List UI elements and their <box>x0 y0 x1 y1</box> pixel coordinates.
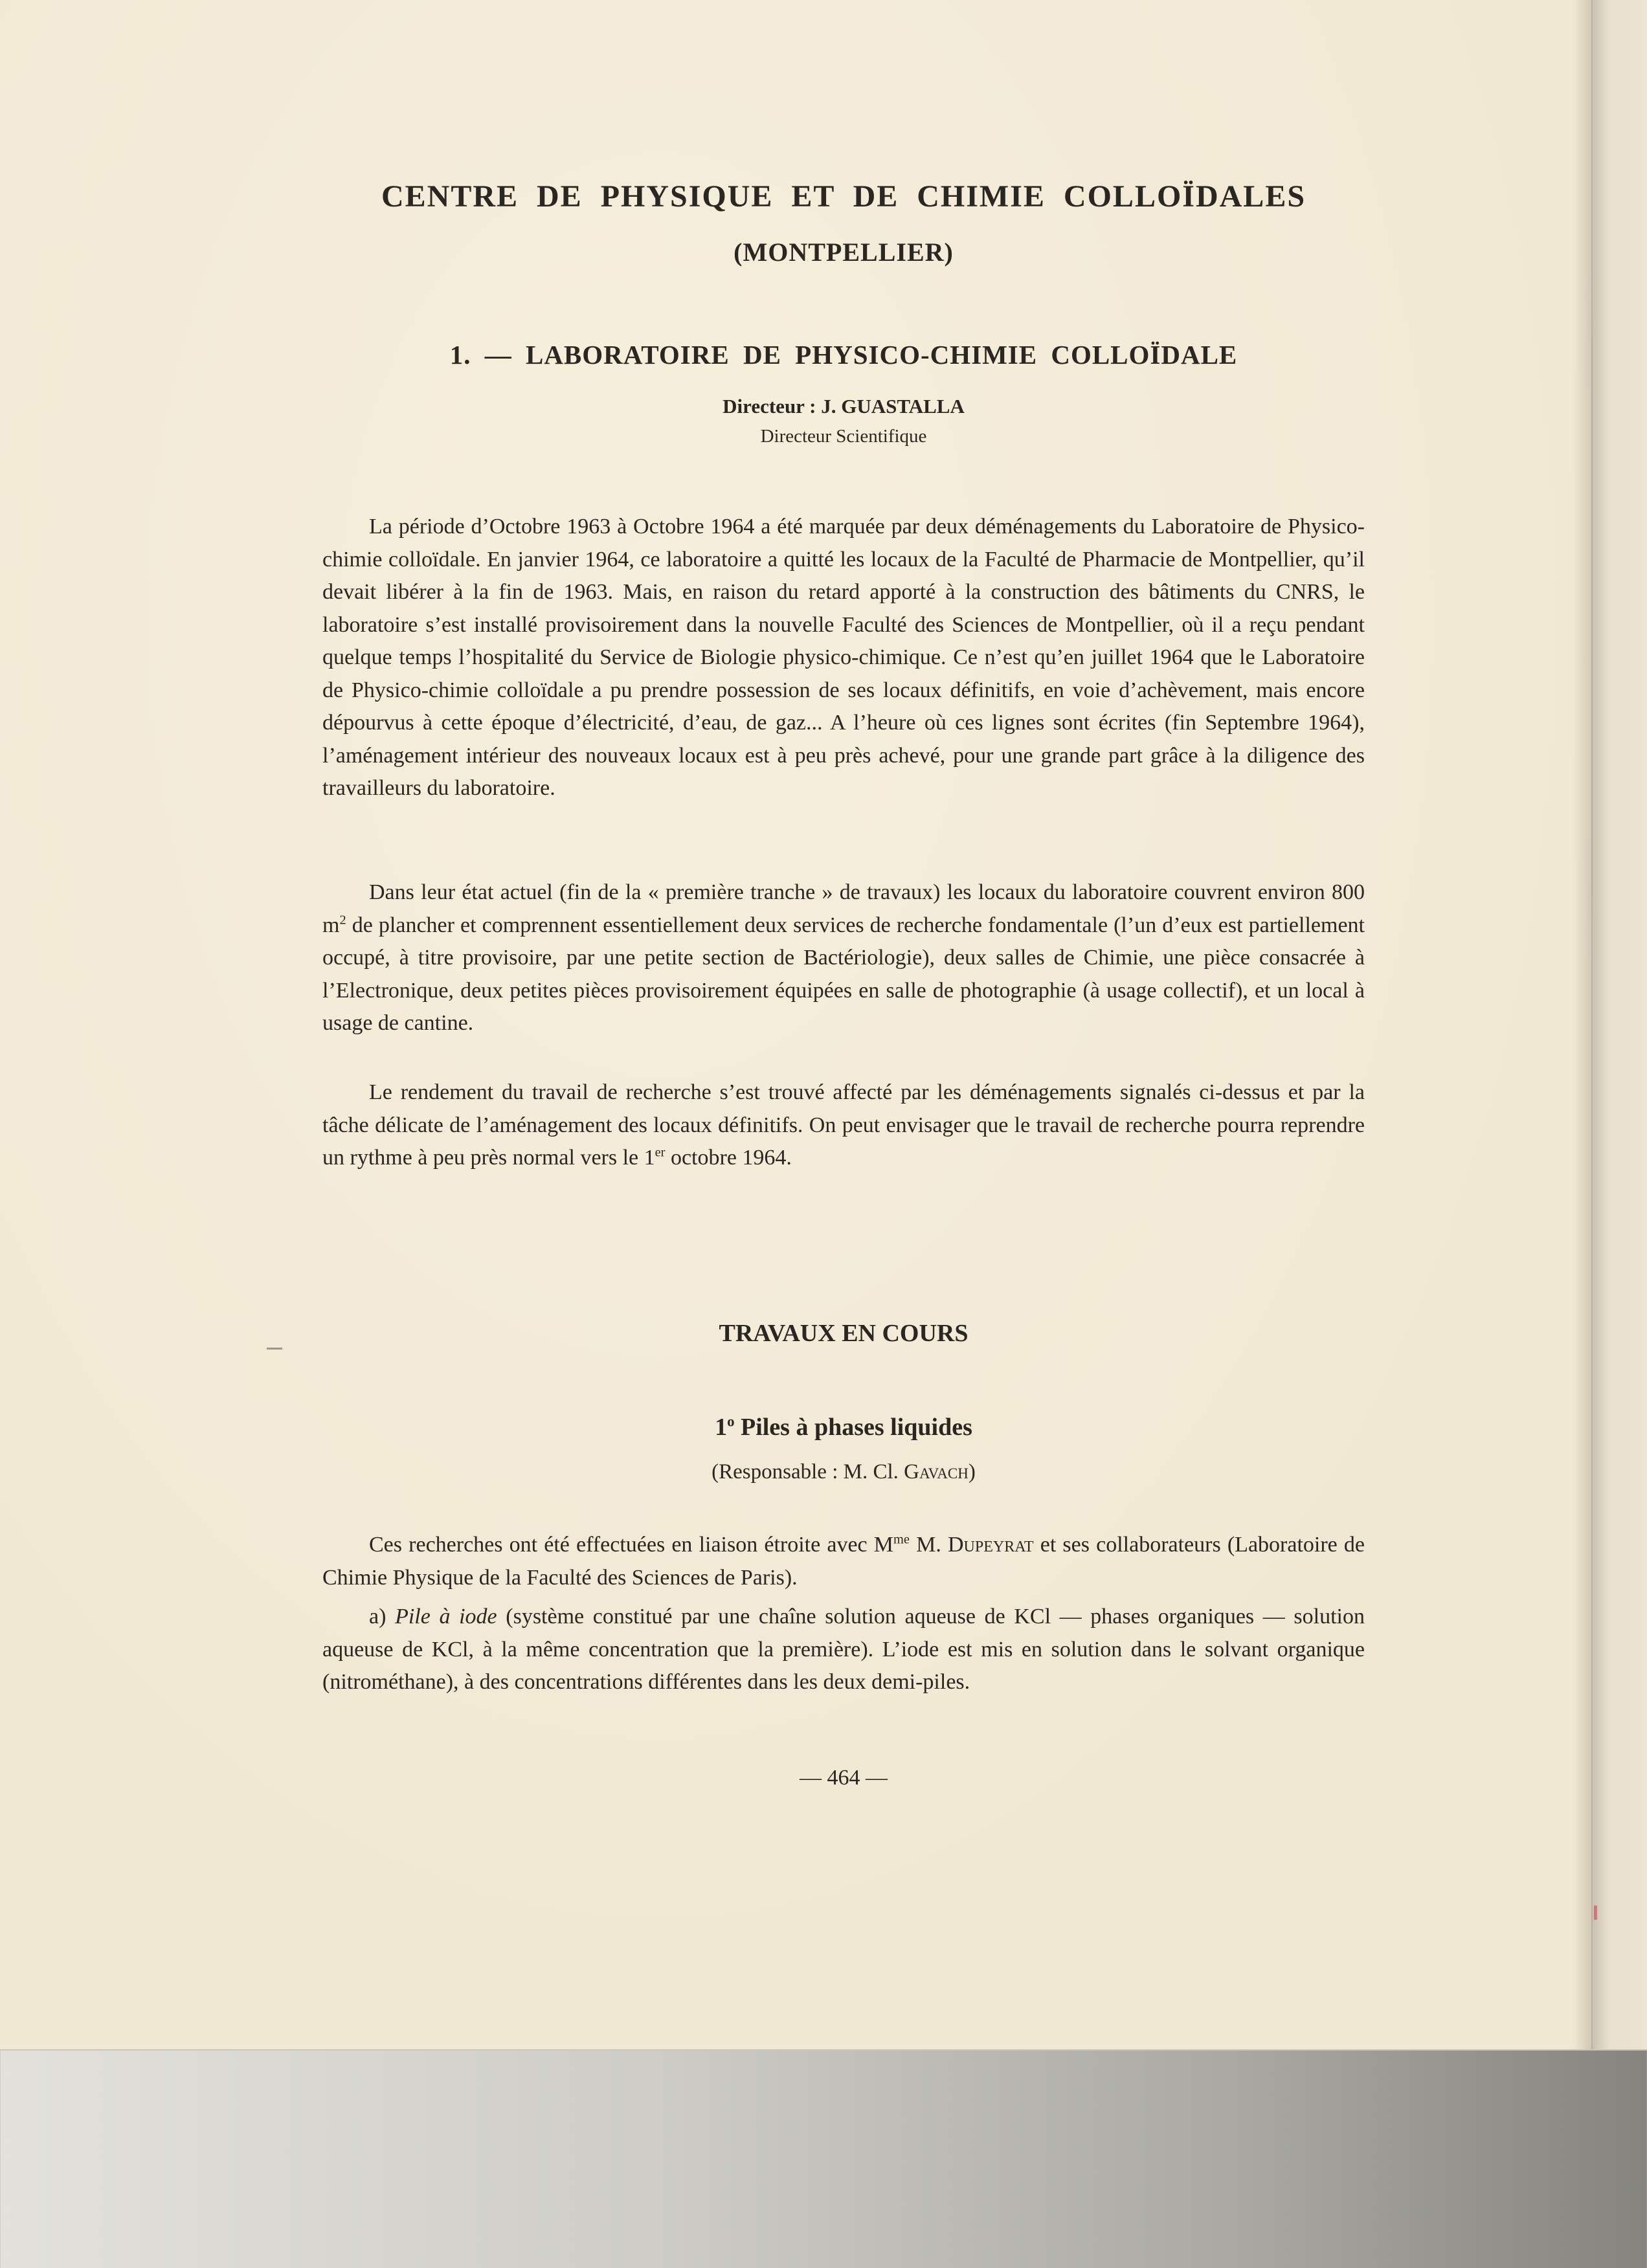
stray-mark <box>267 1348 282 1350</box>
paragraph-2 <box>322 876 1365 1040</box>
responsable-name: Gavach <box>904 1460 969 1484</box>
page-number: — 464 — <box>800 1766 888 1790</box>
document-subtitle: (MONTPELLIER) <box>734 238 954 267</box>
responsable-line <box>322 1460 1365 1484</box>
superscript: me <box>893 1532 910 1547</box>
paragraph-5-text: (système constitué par une chaîne solution aqueuse de KCl — phases organiques — solution aqueuse de KCl, à la même concentration que la première). L’iode est mis en solution dans le solvant organique (nitrométhane), à des concentrations différentes dans les deux demi-piles. <box>322 1605 1365 1694</box>
superscript: er <box>655 1145 666 1160</box>
paragraph-2-text-b: de plancher et comprennent essentiellement deux services de recherche fondamentale (l’un d’eux est partiellement occupé, à titre provisoire, par une petite section de Bactériologie), deux salles de Chimie, une pièce consacrée à l’Electronique, deux petites pièces provisoirement équipées en salle de photographie (à usage collectif), et un local à usage de cantine. <box>322 913 1365 1035</box>
paragraph-5 <box>322 1601 1365 1699</box>
paragraph-3-text-b: octobre 1964. <box>665 1146 792 1170</box>
paragraph-2-text-a: Dans leur état actuel (fin de la « première tranche » de travaux) les locaux du laboratoire couvrent environ 800 m <box>322 880 1365 937</box>
document-title: CENTRE DE PHYSIQUE ET DE CHIMIE COLLOÏDALES <box>381 179 1306 214</box>
director-role: Directeur Scientifique <box>760 426 927 447</box>
page-fold-edge <box>1591 0 1647 2049</box>
responsable-suffix: ) <box>968 1460 976 1484</box>
responsable-prefix: (Responsable : M. Cl. <box>711 1460 904 1484</box>
item-italic-term: Pile à iode <box>395 1605 497 1629</box>
red-ink-mark <box>1594 1906 1597 1920</box>
subsection-number: 1 <box>715 1414 728 1441</box>
collaborator-name: Dupeyrat <box>948 1533 1034 1557</box>
paragraph-1: La période d’Octobre 1963 à Octobre 1964 a été marquée par deux déménagements du Laboratoire de Physico-chimie colloïdale. En janvier 1964, ce laboratoire a quitté les locaux de la Faculté de Pharmacie de Montpellier, qu’il devait libérer à la fin de 1963. Mais, en raison du retard apporté à la construction des bâtiments du CNRS, le laboratoire s’est installé provisoirement dans la nouvelle Faculté des Sciences de Montpellier, où il a reçu pendant quelque temps l’hospitalité du Service de Biologie physico-chimique. Ce n’est qu’en juillet 1964 que le Laboratoire de Physico-chimie colloïdale a pu prendre possession de ses locaux définitifs, en voie d’achèvement, mais encore dépourvus à cette époque d’électricité, d’eau, de gaz... A l’heure où ces lignes sont écrites (fin Septembre 1964), l’aménagement intérieur des nouveaux locaux est à peu près achevé, pour une grande part grâce à la diligence des travailleurs du laboratoire. <box>322 515 1365 800</box>
paragraph-4 <box>322 1529 1365 1594</box>
paragraph-4-text-b: M. <box>909 1533 948 1557</box>
superscript: 2 <box>339 913 346 928</box>
subsection-title <box>322 1413 1365 1441</box>
paragraph-3-text-a: Le rendement du travail de recherche s’est trouvé affecté par les déménagements signalés ci-dessus et par la tâche délicate de l’aménagement des locaux définitifs. On peut envisager que le travail de recherche pourra reprendre un rythme à peu près normal vers le 1 <box>322 1080 1365 1170</box>
paragraph-4-text-a: Ces recherches ont été effectuées en liaison étroite avec M <box>369 1533 894 1557</box>
item-label: a) <box>369 1605 396 1629</box>
paragraph-4-text-c: et ses collaborateurs (Laboratoire de Chimie Physique de la Faculté des Sciences de Paris). <box>322 1533 1365 1590</box>
lab-heading: 1. — LABORATOIRE DE PHYSICO-CHIMIE COLLOÏDALE <box>449 340 1238 370</box>
degree-superscript: o <box>727 1413 735 1430</box>
paragraph-3 <box>322 1076 1365 1175</box>
director-line: Directeur : J. GUASTALLA <box>723 395 965 417</box>
section-title: TRAVAUX EN COURS <box>719 1320 969 1347</box>
subsection-title-text: Piles à phases liquides <box>734 1414 972 1441</box>
